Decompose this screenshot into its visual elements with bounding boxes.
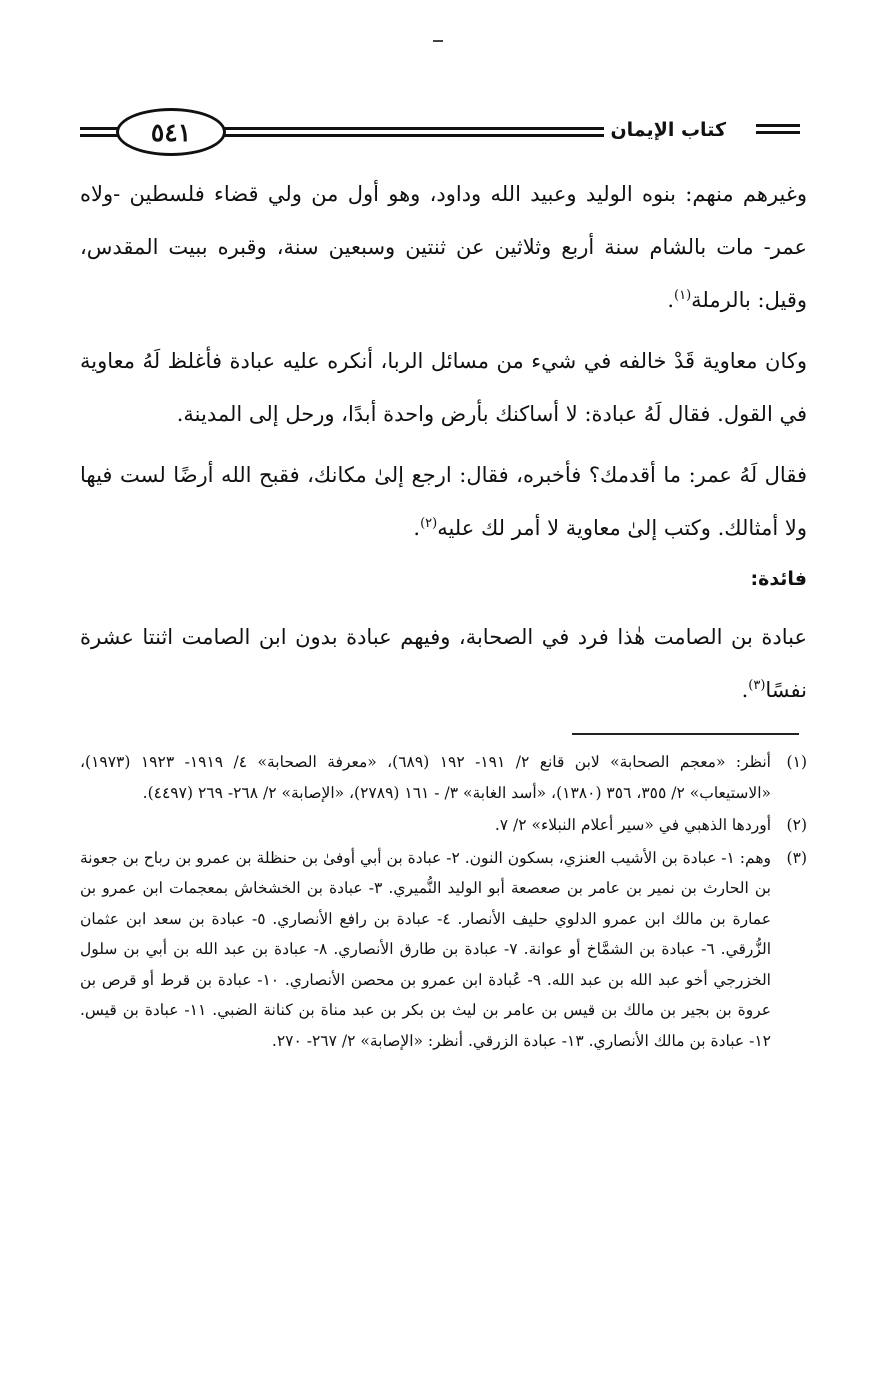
footnote-number: (١) [786,753,807,771]
header-rule-right-top [756,124,800,127]
paragraph-1 [80,168,807,327]
footnote-number: (٣) [786,848,807,867]
section-heading: فائدة: [750,568,807,590]
paragraph-1-text: وغيرهم منهم: بنوه الوليد وعبيد الله وداود، وهو أول من ولي قضاء فلسطين -ولاه عمر- مات بالشام سنة أربع وثلاثين عن ثنتين وسبعين سنة، وقبره ببيت المقدس، وقيل: بالرملة [80,182,807,312]
main-text [80,168,807,717]
footnote-ref-1: (١) [674,288,692,303]
header-rule-middle-top [200,127,660,130]
page-header [80,108,800,158]
scan-mark [433,40,443,42]
footnote-text: أنظر: «معجم الصحابة» لابن قانع ٢/ ١٩١- ١٩٢ (٦٨٩)، «معرفة الصحابة» ٤/ ١٩١٩- ١٩٢٣ (١٩٧٣)، «الاستيعاب» ٢/ ٣٥٥، ٣٥٦ (١٣٨٠)، «أسد الغابة» ٣/ - ١٦١ (٢٧٨٩)، «الإصابة» ٢/ ٢٦٨- ٢٦٩ (٤٤٩٧). [80,753,771,802]
paragraph-3-text: فقال لَهُ عمر: ما أقدمك؟ فأخبره، فقال: ارجع إلىٰ مكانك، فقبح الله أرضًا لست فيها ولا أمثالك. وكتب إلىٰ معاوية لا أمر لك عليه [80,463,807,540]
footnote-number: (٢) [786,816,807,834]
header-rule-middle-bottom [200,134,660,137]
paragraph-4 [80,611,807,717]
paragraph-1-end: . [667,288,674,312]
footnote-ref-3: (٣) [748,678,766,693]
paragraph-3-end: . [413,516,421,540]
footnote-3 [80,843,807,1057]
footnote-separator [572,733,799,735]
header-rule-right-bottom [756,131,800,134]
footnote-2 [80,810,807,841]
footnote-ref-2: (٢) [420,516,438,531]
running-title: كتاب الإيمان [604,118,732,142]
footnote-text: أوردها الذهبي في «سير أعلام النبلاء» ٢/ ٧. [494,816,771,834]
paragraph-2: وكان معاوية قَدْ خالفه في شيء من مسائل الربا، أنكره عليه عبادة فأغلظ لَهُ معاوية في القول. فقال لَهُ عبادة: لا أساكنك بأرض واحدة أبدًا، ورحل إلى المدينة. [80,349,807,426]
footnote-text: وهم: ١- عبادة بن الأشيب العنزي، بسكون النون. ٢- عبادة بن أبي أوفىٰ بن حنظلة بن عمرو بن رباح بن جعونة بن الحارث بن نمير بن عامر بن صعصعة أبو الوليد النُّميري. ٣- عبادة بن الخشخاش بمعجمات ابن عمرو بن عمارة بن مالك ابن عمرو الدلوي حليف الأنصار. ٤- عبادة بن رافع الأنصاري. ٥- عبادة بن سعد ابن عثمان الزُّرقي. ٦- عبادة بن الشمَّاخ أو عوانة. ٧- عبادة بن طارق الأنصاري. ٨- عبادة بن عبد الله بن أبي بن سلول الخزرجي أخو عبد الله بن عبد الله. ٩- عُبادة ابن عمرو بن محصن الأنصاري. ١٠- عبادة بن قرط أو قرص بن عروة بن بجير بن مالك بن قيس بن عامر بن ليث بن بكر بن عبد مناة بن كنانة الضبي. ١١- عبادة بن قيس. ١٢- عبادة بن مالك الأنصاري. ١٣- عبادة الزرقي. أنظر: «الإصابة» ٢/ ٢٦٧- ٢٧٠. [80,848,772,1050]
paragraph-4-text: عبادة بن الصامت هٰذا فرد في الصحابة، وفيهم عبادة بدون ابن الصامت اثنتا عشرة نفسًا [80,625,807,702]
page-number: ٥٤١ [116,108,226,156]
footnote-1 [80,747,807,808]
footnotes [80,747,807,1056]
paragraph-4-end: . [741,678,749,702]
paragraph-3 [80,449,807,555]
